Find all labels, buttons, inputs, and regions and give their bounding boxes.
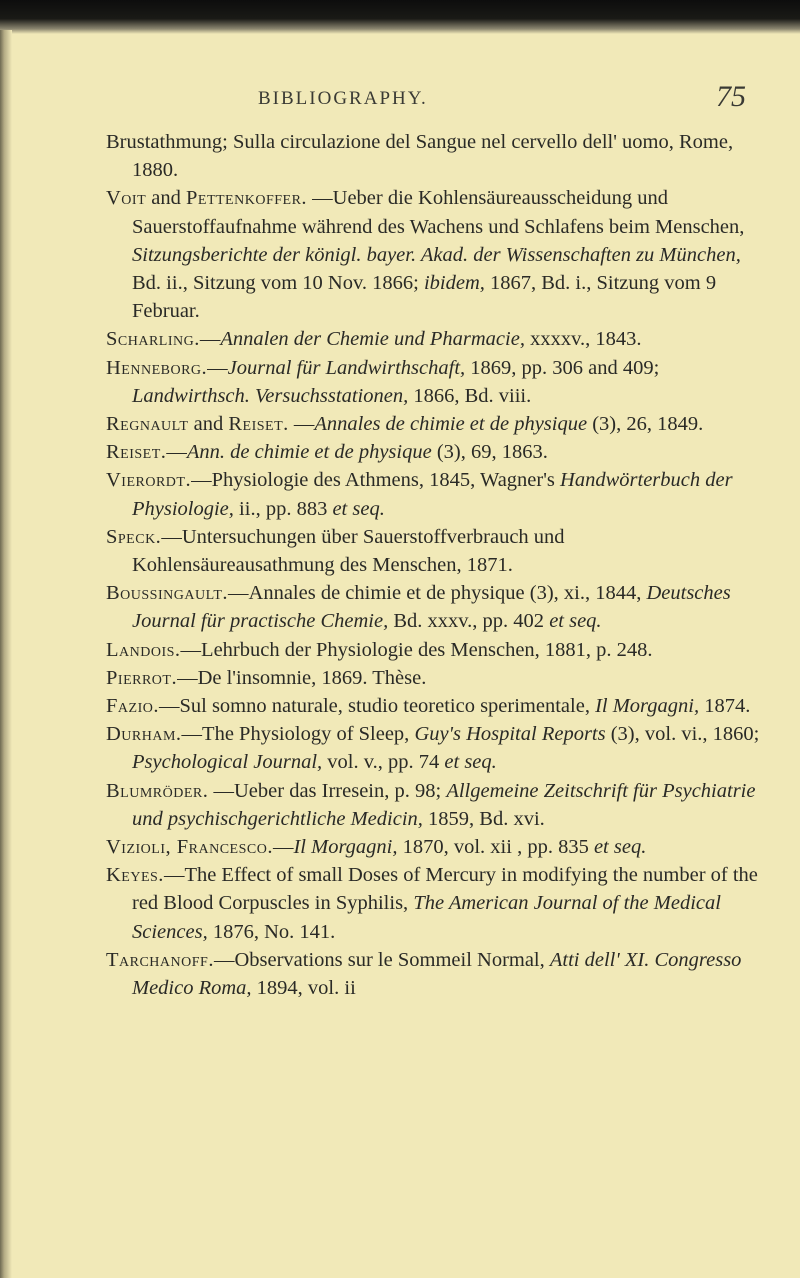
bibliography-list [106,128,766,1002]
entry-source-title: Handwörterbuch der Physiologie, [132,469,733,520]
bibliography-entry: Blumröder. —Ueber das Irresein, p. 98; Allgemeine Zeitschrift für Psychiatrie und psychischgerichtliche Medicin, 1859, Bd. xvi. [106,779,756,830]
entry-author: Landois. [106,638,181,661]
entry-source-title: Annalen der Chemie und Pharmacie, [220,328,525,351]
running-head: BIBLIOGRAPHY. [258,88,428,109]
bibliography-entry: Reiset.—Ann. de chimie et de physique (3), 69, 1863. [106,441,548,464]
bibliography-entry: Brustathmung; Sulla circulazione del Sangue nel cervello dell' uomo, Rome, 1880. [106,131,734,182]
page-header [0,80,800,116]
entry-author: Reiset. [106,441,167,464]
bibliography-entry: Pierrot.—De l'insomnie, 1869. Thèse. [106,666,427,689]
bibliography-entry: Landois.—Lehrbuch der Physiologie des Menschen, 1881, p. 248. [106,638,653,661]
entry-author: Vizioli, Francesco. [106,836,273,859]
entry-source-title: Sitzungsberichte der königl. bayer. Akad. der Wissenschaften zu München, [132,243,741,266]
scan-top-border [0,0,800,34]
bibliography-entry: Regnault and Reiset. —Annales de chimie et de physique (3), 26, 1849. [106,413,704,436]
bibliography-entry: Vizioli, Francesco.—Il Morgagni, 1870, vol. xii , pp. 835 et seq. [106,836,647,859]
entry-author: Pierrot. [106,666,178,689]
entry-source-title: The American Journal of the Medical Sciences, [132,892,721,943]
entry-source-title: Deutsches Journal für practische Chemie, [132,582,731,633]
bibliography-entry: Durham.—The Physiology of Sleep, Guy's Hospital Reports (3), vol. vi., 1860; Psychological Journal, vol. v., pp. 74 et seq. [106,723,760,774]
entry-source-title: Ann. de chimie et de physique [186,441,432,464]
entry-author: Henneborg. [106,356,208,379]
bibliography-entry: Scharling.—Annalen der Chemie und Pharmacie, xxxxv., 1843. [106,328,642,351]
entry-source-title: Atti dell' XI. Congresso Medico Roma, [132,948,742,1000]
entry-author: Durham. [106,723,182,746]
bibliography-entry: Keyes.—The Effect of small Doses of Mercury in modifying the number of the red Blood Corpuscles in Syphilis, The American Journal of the Medical Sciences, 1876, No. 141. [106,864,758,943]
bibliography-entry: Vierordt.—Physiologie des Athmens, 1845, Wagner's Handwörterbuch der Physiologie, ii., pp. 883 et seq. [106,469,733,520]
entry-source-title: Allgemeine Zeitschrift für Psychiatrie und psychischgerichtliche Medicin, [132,779,756,830]
entry-source-title: Annales de chimie et de physique [314,413,588,436]
page-number: 75 [716,80,746,113]
bibliography-entry: Fazio.—Sul somno naturale, studio teoretico sperimentale, Il Morgagni, 1874. [106,695,751,718]
entry-author: Blumröder. [106,779,209,802]
scan-left-edge [0,30,12,1278]
entry-source-title: Guy's Hospital Reports [414,723,606,746]
entry-author: Pettenkoffer. [186,187,308,210]
bibliography-entry: Speck.—Untersuchungen über Sauerstoffverbrauch und Kohlensäureausathmung des Menschen, 1871. [106,525,565,577]
entry-author: Vierordt. [106,469,192,492]
entry-author: Boussingault. [106,582,229,605]
entry-author: Voit [106,187,147,210]
entry-author: Reiset. [228,413,289,436]
bibliography-entry: Henneborg.—Journal für Landwirthschaft, 1869, pp. 306 and 409; Landwirthsch. Versuchsstationen, 1866, Bd. viii. [106,356,660,407]
entry-author: Tarchanoff. [106,948,214,971]
entry-author: Scharling. [106,328,200,351]
bibliography-entry: Tarchanoff.—Observations sur le Sommeil Normal, Atti dell' XI. Congresso Medico Roma, 1894, vol. ii [106,948,742,1000]
entry-author: Keyes. [106,864,164,887]
entry-author: Fazio. [106,695,159,718]
entry-author: Speck. [106,525,162,548]
entry-source-title: Il Morgagni, [595,695,700,718]
entry-author: Regnault [106,413,189,436]
entry-source-title: Il Morgagni, [293,836,398,859]
bibliography-entry: Boussingault.—Annales de chimie et de physique (3), xi., 1844, Deutsches Journal für practische Chemie, Bd. xxxv., pp. 402 et seq. [106,582,731,633]
entry-source-title: Journal für Landwirthschaft, [227,356,466,379]
bibliography-entry: Voit and Pettenkoffer. —Ueber die Kohlensäureausscheidung und Sauerstoffaufnahme während des Wachens und Schlafens beim Menschen, Sitzungsberichte der königl. bayer. Akad. der Wissenschaften zu München, Bd. ii., Sitzung vom 10 Nov. 1866; ibidem, 1867, Bd. i., Sitzung vom 9 Februar. [106,187,745,323]
